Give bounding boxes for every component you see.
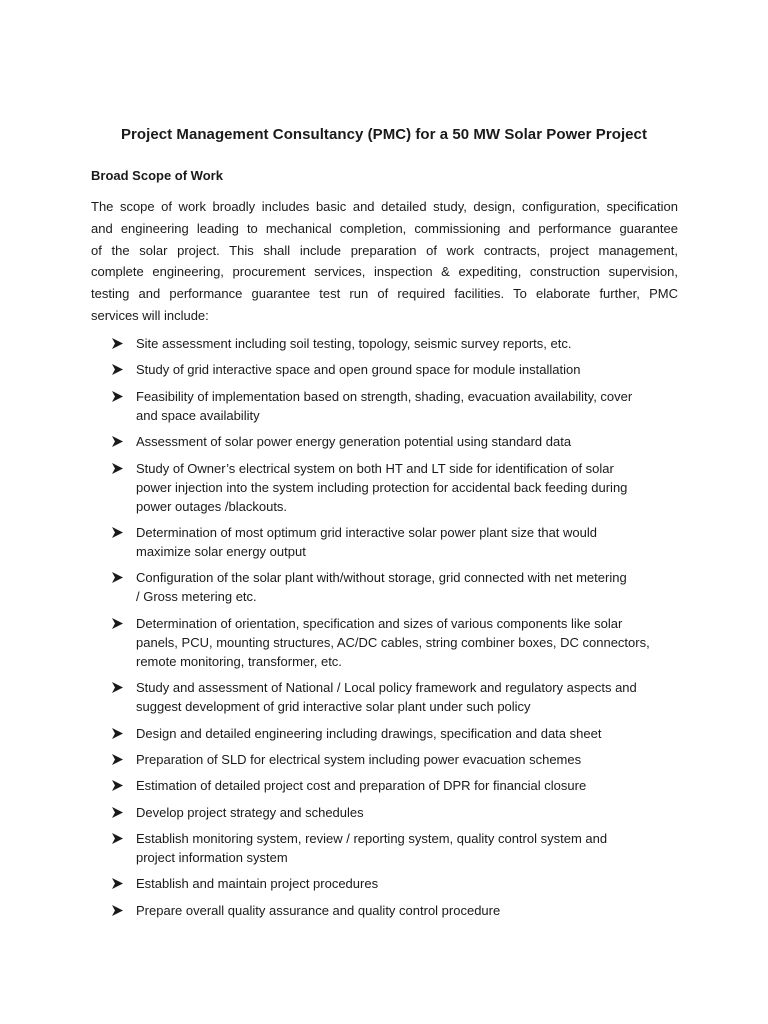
arrowhead-bullet-icon <box>112 568 126 587</box>
arrowhead-bullet-icon <box>112 803 126 822</box>
list-item-line: power injection into the system including protection for accidental back feeding during <box>136 479 628 495</box>
list-item-text <box>136 874 682 893</box>
list-item-text <box>136 901 682 920</box>
list-item <box>112 803 682 822</box>
list-item <box>112 523 682 561</box>
list-item-line: Determination of orientation, specification and sizes of various components like solar <box>136 615 623 631</box>
list-item-line: Determination of most optimum grid interactive solar power plant size that would <box>136 524 597 540</box>
arrowhead-bullet-icon <box>112 776 126 795</box>
list-item-line: Configuration of the solar plant with/without storage, grid connected with net metering <box>136 570 627 586</box>
list-item-line: project information system <box>136 850 288 866</box>
arrowhead-bullet-icon <box>112 459 126 478</box>
arrowhead-bullet-icon <box>112 387 126 406</box>
arrowhead-bullet-icon <box>112 750 126 769</box>
list-item-line: / Gross metering etc. <box>136 589 257 605</box>
list-item-line: suggest development of grid interactive solar plant under such policy <box>136 699 531 715</box>
list-item-text <box>136 568 682 606</box>
list-item <box>112 387 682 425</box>
list-item-line: Preparation of SLD for electrical system including power evacuation schemes <box>136 751 582 767</box>
list-item-line: Establish monitoring system, review / reporting system, quality control system and <box>136 831 608 847</box>
list-item <box>112 750 682 769</box>
arrowhead-bullet-icon <box>112 874 126 893</box>
list-item-line: and space availability <box>136 407 260 423</box>
list-item-line: Study of grid interactive space and open ground space for module installation <box>136 362 581 378</box>
list-item <box>112 334 682 353</box>
list-item-text <box>136 387 682 425</box>
list-item-line: Assessment of solar power energy generation potential using standard data <box>136 434 572 450</box>
list-item-text <box>136 360 682 379</box>
list-item-line: Estimation of detailed project cost and preparation of DPR for financial closure <box>136 778 587 794</box>
list-item <box>112 829 682 867</box>
list-item <box>112 678 682 716</box>
arrowhead-bullet-icon <box>112 724 126 743</box>
intro-paragraph <box>91 196 678 327</box>
intro-line: The scope of work broadly includes basic and detailed study, design, configuration, specification <box>91 199 678 214</box>
arrowhead-bullet-icon <box>112 360 126 379</box>
list-item-text <box>136 776 682 795</box>
list-item-text <box>136 432 682 451</box>
arrowhead-bullet-icon <box>112 829 126 848</box>
list-item-line: Prepare overall quality assurance and quality control procedure <box>136 902 501 918</box>
scope-bullet-list <box>112 334 682 927</box>
intro-line: of the solar project. This shall include preparation of work contracts, project management, <box>91 242 678 258</box>
list-item <box>112 776 682 795</box>
arrowhead-bullet-icon <box>112 334 126 353</box>
list-item-text <box>136 724 682 743</box>
list-item <box>112 432 682 451</box>
list-item-text <box>136 750 682 769</box>
list-item <box>112 568 682 606</box>
intro-line: and engineering leading to mechanical completion, commissioning and performance guarantee <box>91 220 678 236</box>
list-item-text <box>136 803 682 822</box>
arrowhead-bullet-icon <box>112 614 126 633</box>
list-item-line: Establish and maintain project procedures <box>136 876 379 892</box>
list-item-text <box>136 523 682 561</box>
list-item <box>112 724 682 743</box>
list-item-text <box>136 614 682 671</box>
page-title: Project Management Consultancy (PMC) for a 50 MW Solar Power Project <box>120 126 647 143</box>
list-item-line: panels, PCU, mounting structures, AC/DC cables, string combiner boxes, DC connectors, <box>136 634 650 650</box>
list-item <box>112 360 682 379</box>
list-item-line: Develop project strategy and schedules <box>136 804 364 820</box>
arrowhead-bullet-icon <box>112 678 126 697</box>
list-item-line: Design and detailed engineering including drawings, specification and data sheet <box>136 725 602 741</box>
list-item-line: Study of Owner’s electrical system on both HT and LT side for identification of solar <box>136 460 614 476</box>
intro-line: complete engineering, procurement services, inspection & expediting, construction supervision, <box>91 264 678 280</box>
list-item-text <box>136 334 682 353</box>
list-item-line: maximize solar energy output <box>136 543 306 559</box>
list-item <box>112 614 682 671</box>
list-item <box>112 874 682 893</box>
list-item-line: power outages /blackouts. <box>136 498 288 514</box>
list-item-line: Site assessment including soil testing, topology, seismic survey reports, etc. <box>136 336 572 351</box>
arrowhead-bullet-icon <box>112 432 126 451</box>
arrowhead-bullet-icon <box>112 901 126 920</box>
arrowhead-bullet-icon <box>112 523 126 542</box>
list-item-line: Feasibility of implementation based on strength, shading, evacuation availability, cover <box>136 388 633 404</box>
list-item-text <box>136 829 682 867</box>
intro-line: services will include: <box>91 307 209 323</box>
intro-line: testing and performance guarantee test run of required facilities. To elaborate further, PMC <box>91 286 678 302</box>
list-item <box>112 459 682 516</box>
list-item-text <box>136 678 682 716</box>
list-item-line: remote monitoring, transformer, etc. <box>136 653 342 669</box>
list-item <box>112 901 682 920</box>
section-heading: Broad Scope of Work <box>91 168 223 183</box>
list-item-text <box>136 459 682 516</box>
list-item-line: Study and assessment of National / Local policy framework and regulatory aspects and <box>136 680 637 696</box>
